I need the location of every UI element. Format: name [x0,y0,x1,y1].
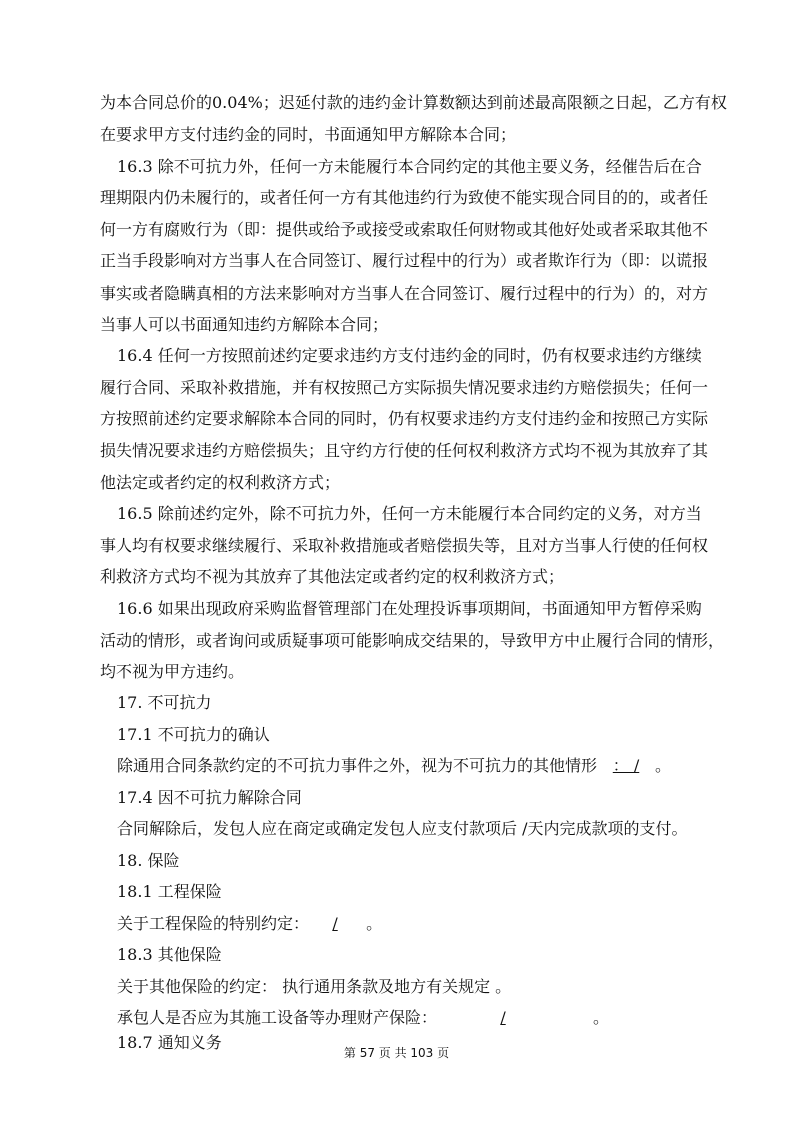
text-line: 为本合同总价的0.04%；迟延付款的违约金计算数额达到前述最高限额之日起，乙方有权 [100,93,727,112]
clause-18-3-heading: 18.3 其他保险 [117,945,222,964]
text-line: 他法定或者约定的权利救济方式； [100,473,341,492]
clause-17-4-text: 合同解除后，发包人应在商定或确定发包人应支付款项后 /天内完成款项的支付。 [117,819,688,838]
page-footer: 第 57 页 共 103 页 [343,1046,450,1060]
text-line: 理期限内仍未履行的，或者任何一方有其他违约行为致使不能实现合同目的的，或者任 [100,188,709,207]
clause-17-1-text [117,755,671,777]
clause-17-1-heading: 17.1 不可抗力的确认 [117,725,270,744]
text-line: 何一方有腐败行为（即：提供或给予或接受或索取任何财物或其他好处或者采取其他不 [100,220,709,239]
text-span: 承包人是否应为其施工设备等办理财产保险： [117,1008,438,1027]
clause-16-4: 16.4 任何一方按照前述约定要求违约方支付违约金的同时，仍有权要求违约方继续 [117,346,702,365]
text-line: 损失情况要求违约方赔偿损失；且守约方行使的任何权利救济方式均不视为其放弃了其 [100,441,709,460]
clause-17-4-heading: 17.4 因不可抗力解除合同 [117,788,302,807]
clause-16-3: 16.3 除不可抗力外，任何一方未能履行本合同约定的其他主要义务，经催告后在合 [117,157,702,176]
text-span: 除通用合同条款约定的不可抗力事件之外，视为不可抗力的其他情形 [117,756,598,775]
text-line: 事人均有权要求继续履行、采取补救措施或者赔偿损失等，且对方当事人行使的任何权 [100,536,709,555]
clause-18-1-text [117,913,382,935]
text-span: 。 [593,1008,610,1027]
text-span: 。 [361,914,383,933]
text-line: 活动的情形，或者询问或质疑事项可能影响成交结果的，导致甲方中止履行合同的情形， [100,631,725,650]
text-line: 在要求甲方支付违约金的同时，书面通知甲方解除本合同； [100,125,517,144]
section-17-heading: 17. 不可抗力 [117,693,212,712]
text-line: 当事人可以书面通知违约方解除本合同； [100,315,389,334]
text-line: 利救济方式均不视为其放弃了其他法定或者约定的权利救济方式； [100,567,565,586]
text-span: 。 [655,756,672,775]
blank-field: / [332,914,338,933]
text-line: 履行合同、采取补救措施，并有权按照己方实际损失情况要求违约方赔偿损失；任何一 [100,378,709,397]
clause-18-1-heading: 18.1 工程保险 [117,882,222,901]
clause-18-3-text-2 [117,1007,609,1029]
clause-18-3-text: 关于其他保险的约定： 执行通用条款及地方有关规定 。 [117,977,512,996]
text-line: 方按照前述约定要求解除本合同的同时，仍有权要求违约方支付违约金和按照己方实际 [100,409,709,428]
text-line: 事实或者隐瞒真相的方法来影响对方当事人在合同签订、履行过程中的行为）的，对方 [100,284,709,303]
blank-field: / [500,1008,506,1027]
section-18-heading: 18. 保险 [117,851,180,870]
text-line: 正当手段影响对方当事人在合同签订、履行过程中的行为）或者欺诈行为（即：以谎报 [100,251,709,270]
clause-18-7-heading: 18.7 通知义务 [117,1033,222,1052]
blank-field: ： / [612,756,640,775]
clause-16-5: 16.5 除前述约定外，除不可抗力外，任何一方未能履行本合同约定的义务，对方当 [117,504,702,523]
text-span: 关于工程保险的特别约定： [117,914,310,933]
text-line: 均不视为甲方违约。 [100,662,245,681]
clause-16-6: 16.6 如果出现政府采购监督管理部门在处理投诉事项期间，书面通知甲方暂停采购 [117,599,702,618]
